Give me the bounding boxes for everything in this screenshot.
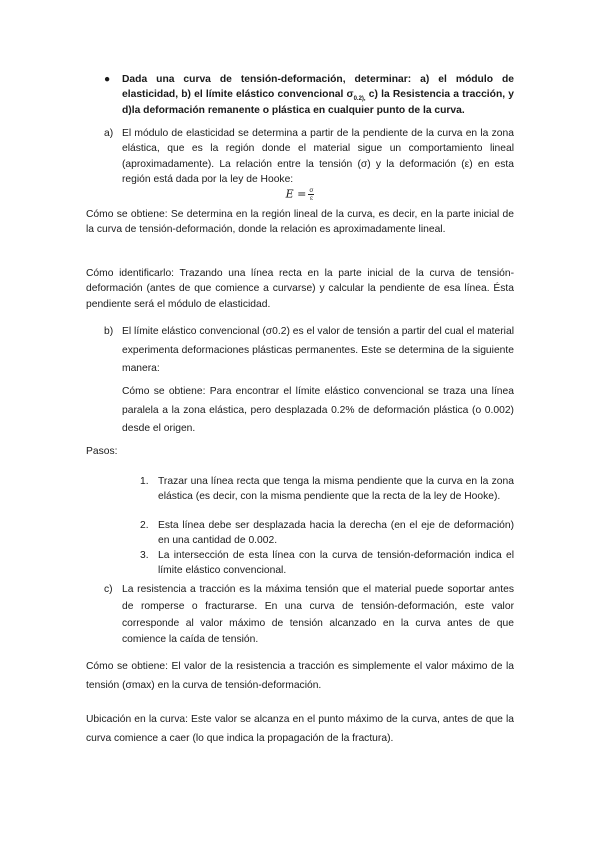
paso-3-text: La intersección de esta línea con la curva de tensión-deformación indica el límite elástico convencional. <box>158 550 514 577</box>
paso-2-text: Esta línea debe ser desplazada hacia la derecha (en el eje de deformación) en una cantidad de 0.002. <box>158 520 514 547</box>
item-b-text: El límite elástico convencional (σ0.2) es el valor de tensión a partir del cual el material experimenta deformaciones plásticas permanentes. Este se determina de la siguiente manera: <box>122 326 514 374</box>
formula-denominator: ε <box>309 195 313 202</box>
item-b-marker: b) <box>104 326 114 337</box>
como-identificarlo: Cómo identificarlo: Trazando una línea recta en la parte inicial de la curva de tensión-deformación (antes de que comience a curvarse) y calcular la pendiente de esa línea. Ésta pendiente será el módulo de elasticidad. <box>86 268 514 310</box>
item-c-marker: c) <box>104 584 113 595</box>
como-obtiene-a: Cómo se obtiene: Se determina en la región lineal de la curva, es decir, en la parte inicial de la curva de tensión-deformación, donde la relación es aproximadamente lineal. <box>86 209 514 236</box>
intro-text-b: c) la Resistencia a tracción, y d)la deformación remanente o plástica en cualquier punto de la curva. <box>122 89 514 116</box>
intro-text-a: Dada una curva de tensión-deformación, determinar: a) el módulo de elasticidad, b) el límite elástico convencional σ <box>122 74 514 101</box>
item-a-text: El módulo de elasticidad se determina a partir de la pendiente de la curva en la zona elástica, que es la región donde el material sigue un comportamiento lineal (aproximadamente). La relación entre la tensión (σ) y la deformación (ε) en esta región está dada por la ley de Hooke: <box>122 128 514 185</box>
item-c-text: La resistencia a tracción es la máxima tensión que el material puede soportar antes de romperse o fracturarse. En una curva de tensión-deformación, este valor corresponde al valor máximo de tensión alcanzado en la curva antes de que comience la caída de tensión. <box>122 584 514 646</box>
paso-3-number: 3. <box>140 550 149 561</box>
como-obtiene-c: Cómo se obtiene: El valor de la resistencia a tracción es simplemente el valor máximo de la tensión (σmax) en la curva de tensión-deformación. <box>86 661 514 691</box>
paso-1-number: 1. <box>140 476 149 487</box>
formula-numerator: σ <box>309 187 314 194</box>
paso-1-text: Trazar una línea recta que tenga la misma pendiente que la curva en la zona elástica (es decir, con la misma pendiente que la recta de la ley de Hooke). <box>158 476 514 503</box>
item-a-marker: a) <box>104 128 114 139</box>
paso-2-number: 2. <box>140 520 149 531</box>
formula-fraction <box>308 187 314 202</box>
pasos-label: Pasos: <box>86 446 118 457</box>
intro-subscript: 0.2), <box>353 96 366 103</box>
hooke-formula <box>0 187 600 202</box>
formula-lhs: E = <box>285 187 307 201</box>
intro-paragraph <box>122 72 514 118</box>
bullet-marker: ● <box>104 74 111 85</box>
ubicacion-curva: Ubicación en la curva: Este valor se alcanza en el punto máximo de la curva, antes de que la curva comience a caer (lo que indica la propagación de la fractura). <box>86 714 514 744</box>
item-b-como: Cómo se obtiene: Para encontrar el límite elástico convencional se traza una línea paralela a la zona elástica, pero desplazada 0.2% de deformación plástica (o 0.002) desde el origen. <box>122 386 514 434</box>
